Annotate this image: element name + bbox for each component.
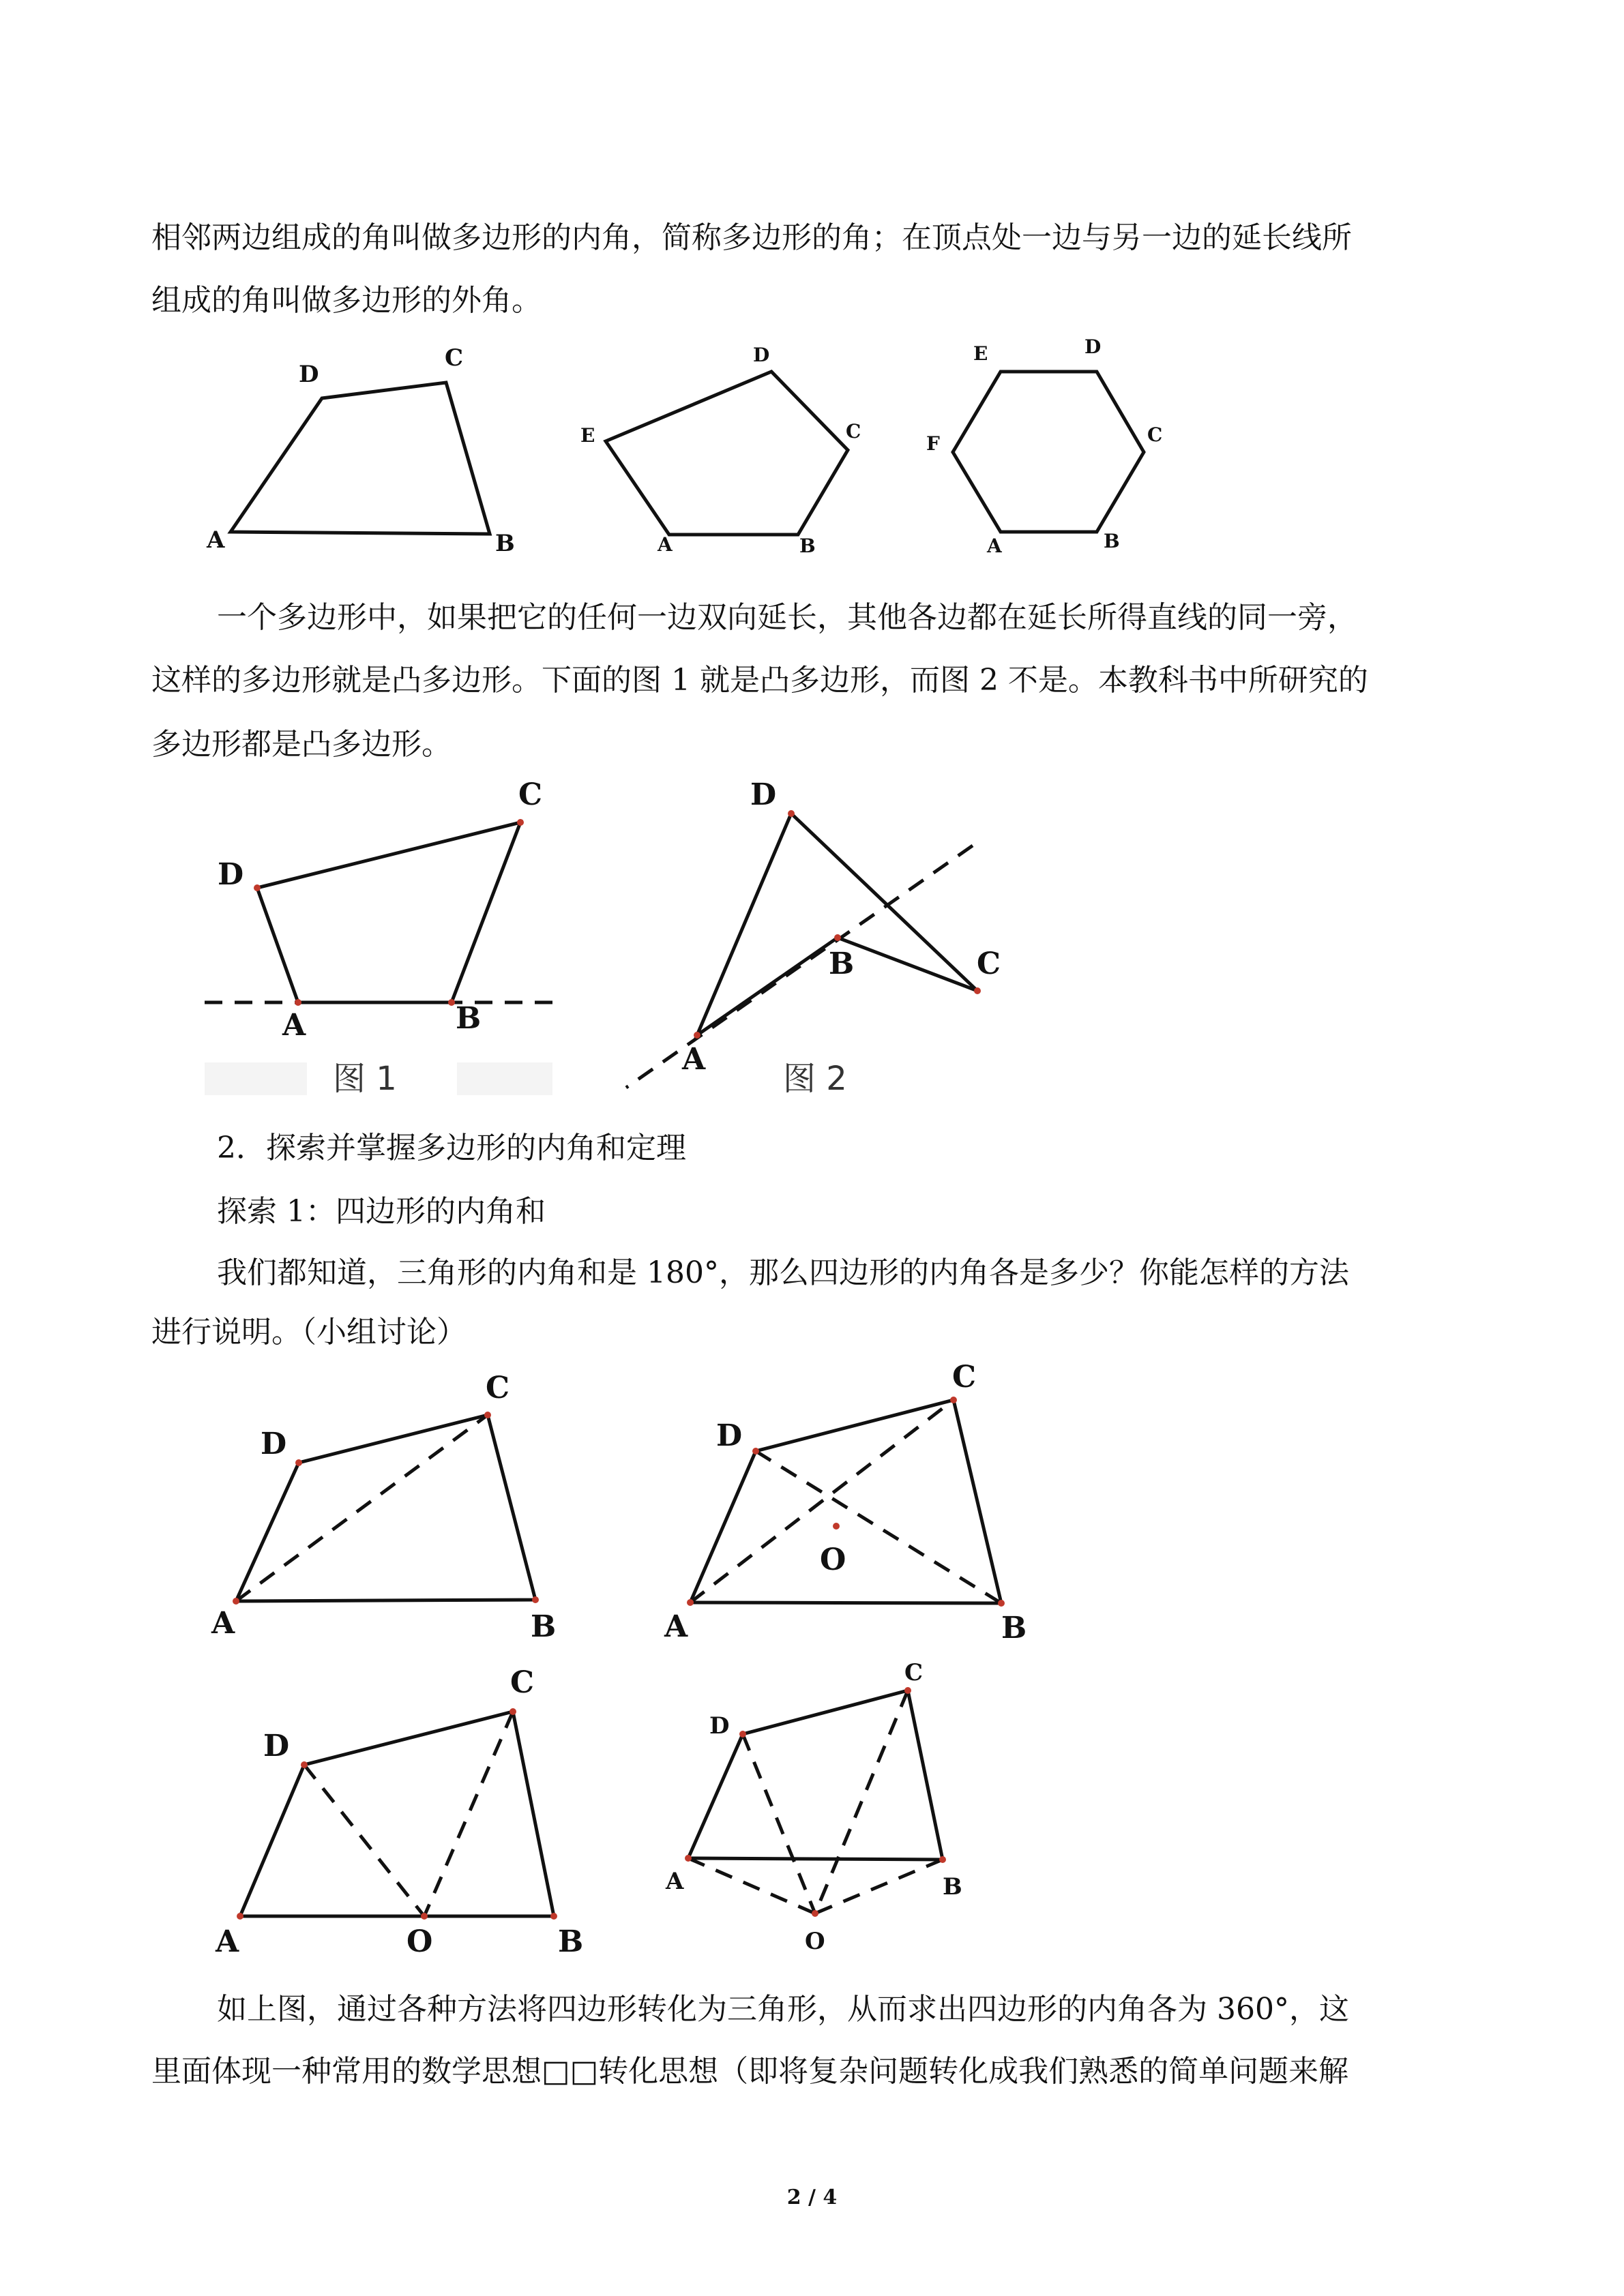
non-convex-quadrilateral [697, 814, 977, 1035]
vertex-label-d: D [716, 1418, 743, 1453]
vertex-label-b: B [456, 1001, 482, 1036]
polygon-examples-figure [0, 334, 1624, 566]
vertex-label-b: B [495, 530, 515, 557]
connecting-line [304, 1765, 424, 1916]
vertex-label-d: D [1084, 336, 1102, 358]
vertex-label-a: A [682, 1042, 706, 1077]
vertex-label-c: C [846, 420, 861, 443]
vertex-label-c: C [445, 344, 464, 372]
vertex-label-a: A [207, 526, 225, 554]
convex-quadrilateral [257, 822, 520, 1002]
vertex-label-c: C [952, 1360, 977, 1395]
paragraph-line: 组成的角叫做多边形的外角。 [151, 283, 542, 318]
explore-heading: 探索 1：四边形的内角和 [217, 1194, 546, 1229]
vertex-label-b: B [829, 946, 855, 981]
vertex-label-d: D [218, 857, 244, 892]
vertex-label-a: A [987, 535, 1002, 557]
vertex-label-d: D [753, 344, 770, 366]
vertex-label-d: D [263, 1729, 290, 1763]
vertex-label-a: A [216, 1924, 239, 1959]
paragraph-line: 这样的多边形就是凸多边形。下面的图 1 就是凸多边形，而图 2 不是。本教科书中所研究的 [151, 663, 1368, 698]
vertex-label-d: D [299, 361, 319, 388]
page-number: 2 / 4 [786, 2186, 838, 2209]
connecting-line [424, 1712, 513, 1916]
vertex-label-b: B [943, 1873, 962, 1900]
vertex-label-b: B [799, 535, 816, 557]
connecting-line [815, 1690, 908, 1913]
point-label-o: O [820, 1542, 846, 1577]
vertex-label-c: C [486, 1371, 510, 1405]
figure-caption: 图 2 [783, 1060, 847, 1098]
convex-polygon-figure [0, 777, 1624, 1105]
paragraph-line: 相邻两边组成的角叫做多边形的内角，简称多边形的角；在顶点处一边与另一边的延长线所 [151, 220, 1352, 255]
paragraph-line: 一个多边形中，如果把它的任何一边双向延长，其他各边都在延长所得直线的同一旁， [217, 600, 1357, 635]
extension-line [626, 846, 973, 1088]
vertex-label-e: E [580, 424, 595, 447]
vertex-label-a: A [658, 533, 673, 556]
section-heading: 2．探索并掌握多边形的内角和定理 [217, 1131, 686, 1165]
vertex-label-d: D [261, 1427, 287, 1461]
paragraph-line: 进行说明。（小组讨论） [151, 1315, 467, 1350]
vertex-label-b: B [558, 1924, 584, 1959]
vertex-label-b: B [531, 1609, 557, 1644]
vertex-label-d: D [750, 777, 777, 812]
vertex-label-a: A [282, 1008, 306, 1043]
vertex-label-f: F [926, 432, 940, 455]
diagonal-line [756, 1451, 1001, 1603]
paragraph-line: 如上图，通过各种方法将四边形转化为三角形，从而求出四边形的内角各为 360°，这 [217, 1992, 1349, 2027]
vertex-label-c: C [510, 1665, 535, 1700]
vertex-label-c: C [904, 1659, 924, 1686]
vertex-label-b: B [1104, 530, 1120, 552]
point-label-o: O [407, 1924, 433, 1959]
figure-caption: 图 1 [333, 1060, 397, 1098]
paragraph-line: 多边形都是凸多边形。 [151, 727, 452, 762]
vertex-label-b: B [1001, 1611, 1027, 1645]
hexagon-shape [953, 372, 1144, 532]
vertex-label-c: C [977, 946, 1001, 981]
vertex-label-c: C [518, 777, 543, 812]
pentagon-shape [606, 372, 848, 535]
paragraph-line: 我们都知道，三角形的内角和是 180°，那么四边形的内角各是多少？你能怎样的方法 [217, 1255, 1349, 1290]
vertex-label-d: D [709, 1712, 730, 1740]
vertex-label-a: A [211, 1606, 235, 1641]
paragraph-line: 里面体现一种常用的数学思想□□转化思想（即将复杂问题转化成我们熟悉的简单问题来解 [151, 2054, 1349, 2089]
vertex-label-a: A [666, 1868, 684, 1895]
vertex-label-c: C [1147, 423, 1163, 446]
quadrilateral-methods-figure [0, 1360, 1624, 1964]
vertex-label-a: A [664, 1609, 688, 1644]
point-label-o: O [805, 1928, 825, 1955]
connecting-line [688, 1858, 815, 1913]
quadrilateral-shape [231, 383, 490, 534]
vertex-label-e: E [973, 342, 988, 365]
